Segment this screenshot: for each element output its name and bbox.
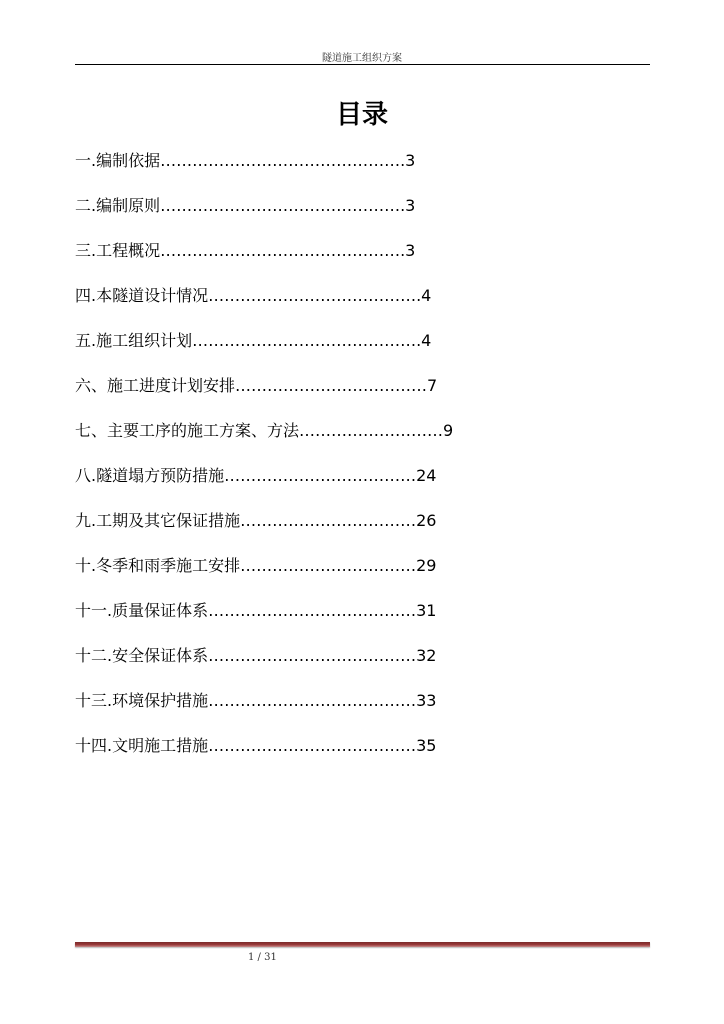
toc-entry[interactable]: 十四.文明施工措施…………………………………35 xyxy=(75,736,437,755)
toc-entry[interactable]: 十二.安全保证体系…………………………………32 xyxy=(75,646,437,665)
toc-entry[interactable]: 九.工期及其它保证措施……………………………26 xyxy=(75,511,437,530)
running-header: 隧道施工组织方案 xyxy=(322,53,402,64)
toc-title: 目录 xyxy=(335,100,388,130)
page-number: 1 / 31 xyxy=(248,952,277,963)
toc-entry[interactable]: 六、施工进度计划安排………………………………7 xyxy=(75,376,438,395)
toc-entry[interactable]: 十.冬季和雨季施工安排……………………………29 xyxy=(75,556,437,575)
toc-list xyxy=(75,150,453,780)
toc-entry[interactable]: 十一.质量保证体系…………………………………31 xyxy=(75,601,437,620)
header-rule xyxy=(75,64,650,65)
toc-entry[interactable]: 四.本隧道设计情况………………………………….4 xyxy=(75,286,432,305)
toc-entry[interactable]: 八.隧道塌方预防措施………………………………24 xyxy=(75,466,437,485)
toc-entry[interactable]: 十三.环境保护措施…………………………………33 xyxy=(75,691,437,710)
toc-entry[interactable]: 二.编制原则……………………………………….3 xyxy=(75,196,416,215)
footer-rule xyxy=(75,942,650,947)
toc-entry[interactable]: 七、主要工序的施工方案、方法………………………9 xyxy=(75,421,454,440)
toc-entry[interactable]: 一.编制依据……………………………………….3 xyxy=(75,151,416,170)
toc-entry[interactable]: 三.工程概况……………………………………….3 xyxy=(75,241,416,260)
toc-entry[interactable]: 五.施工组织计划…………………………………….4 xyxy=(75,331,432,350)
